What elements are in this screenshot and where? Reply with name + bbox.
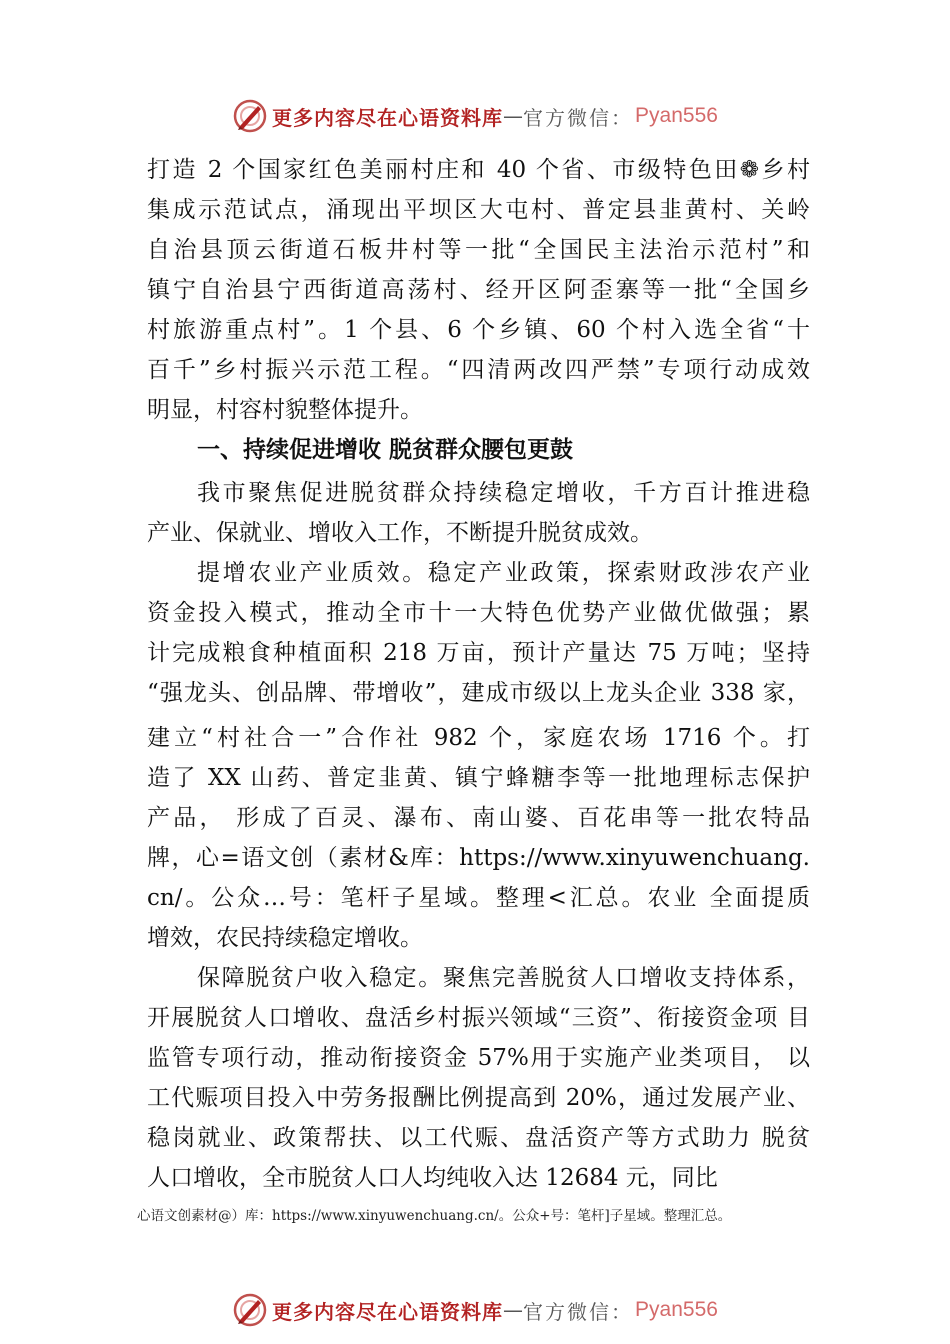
text-line: 造了 XX 山药、普定韭黄、镇宁蜂糖李等一批地理标志保护	[147, 765, 810, 791]
text-line: 我市聚焦促进脱贫群众持续稳定增收，千方百计推进稳	[197, 480, 810, 506]
text-line: 工代赈项目投入中劳务报酬比例提高到 20%，通过发展产业、	[147, 1085, 810, 1111]
text-line: 牌，心=语文创（素材&库：https://www.xinyuwenchuang.	[147, 845, 810, 871]
banner-separator: —	[503, 104, 524, 128]
text-line: 村旅游重点村”。1 个县、6 个乡镇、60 个村入选全省“十	[147, 317, 810, 343]
banner-colon: ：	[611, 1299, 632, 1324]
banner-label: 官方微信	[523, 1299, 612, 1324]
text-line: 集成示范试点，涌现出平坝区大屯村、普定县韭黄村、关岭	[147, 197, 810, 223]
text-line: 百千”乡村振兴示范工程。“四清两改四严禁”专项行动成效	[147, 357, 810, 383]
footer-banner	[0, 1288, 950, 1332]
wechat-id: Pyan556	[635, 1298, 718, 1321]
text-line: 产业、保就业、增收入工作，不断提升脱贫成效。	[147, 520, 653, 546]
text-line: 打造 2 个国家红色美丽村庄和 40 个省、市级特色田❁乡村	[147, 157, 810, 183]
text-line: 监管专项行动，推动衔接资金 57%用于实施产业类项目， 以	[147, 1045, 810, 1071]
text-line: “强龙头、创品牌、带增收”，建成市级以上龙头企业 338 家，	[147, 680, 810, 706]
text-line: 开展脱贫人口增收、盘活乡村振兴领域“三资”、衔接资金项 目	[147, 1005, 810, 1031]
text-line: cn/。公众…号：笔杆子星域。整理<汇总。农业 全面提质	[147, 885, 810, 911]
banner-slogan: 更多内容尽在心语资料库	[272, 105, 504, 130]
text-line: 建立“村社合一”合作社 982 个，家庭农场 1716 个。打	[147, 725, 810, 751]
header-banner	[0, 94, 950, 138]
text-line: 保障脱贫户收入稳定。聚焦完善脱贫人口增收支持体系，	[197, 965, 810, 991]
text-line: 资金投入模式，推动全市十一大特色优势产业做优做强；累	[147, 600, 810, 626]
section-heading: 一、持续促进增收 脱贫群众腰包更鼓	[197, 437, 574, 463]
footnote: 心语文创素材@）库：https://www.xinyuwenchuang.cn/。公众+号：笔杆]子星域。整理汇总。	[137, 1208, 732, 1224]
wechat-id: Pyan556	[635, 104, 718, 127]
banner-slogan: 更多内容尽在心语资料库	[272, 1299, 504, 1324]
brand-logo-icon	[232, 1292, 268, 1328]
banner-colon: ：	[611, 105, 632, 130]
text-line: 明显，村容村貌整体提升。	[147, 397, 423, 423]
text-line: 稳岗就业、政策帮扶、以工代赈、盘活资产等方式助力 脱贫	[147, 1125, 810, 1151]
text-line: 提增农业产业质效。稳定产业政策，探索财政涉农产业	[197, 560, 810, 586]
text-line: 自治县顶云街道石板井村等一批“全国民主法治示范村”和	[147, 237, 810, 263]
text-line: 人口增收，全市脱贫人口人均纯收入达 12684 元，同比	[147, 1165, 718, 1191]
text-line: 计完成粮食种植面积 218 万亩，预计产量达 75 万吨；坚持	[147, 640, 810, 666]
text-line: 产品， 形成了百灵、瀑布、南山婆、百花串等一批农特品	[147, 805, 810, 831]
banner-separator: —	[503, 1298, 524, 1322]
brand-logo-icon	[232, 98, 268, 134]
text-line: 增效，农民持续稳定增收。	[147, 925, 423, 951]
banner-label: 官方微信	[523, 105, 612, 130]
text-line: 镇宁自治县宁西街道高荡村、经开区阿歪寨等一批“全国乡	[147, 277, 810, 303]
